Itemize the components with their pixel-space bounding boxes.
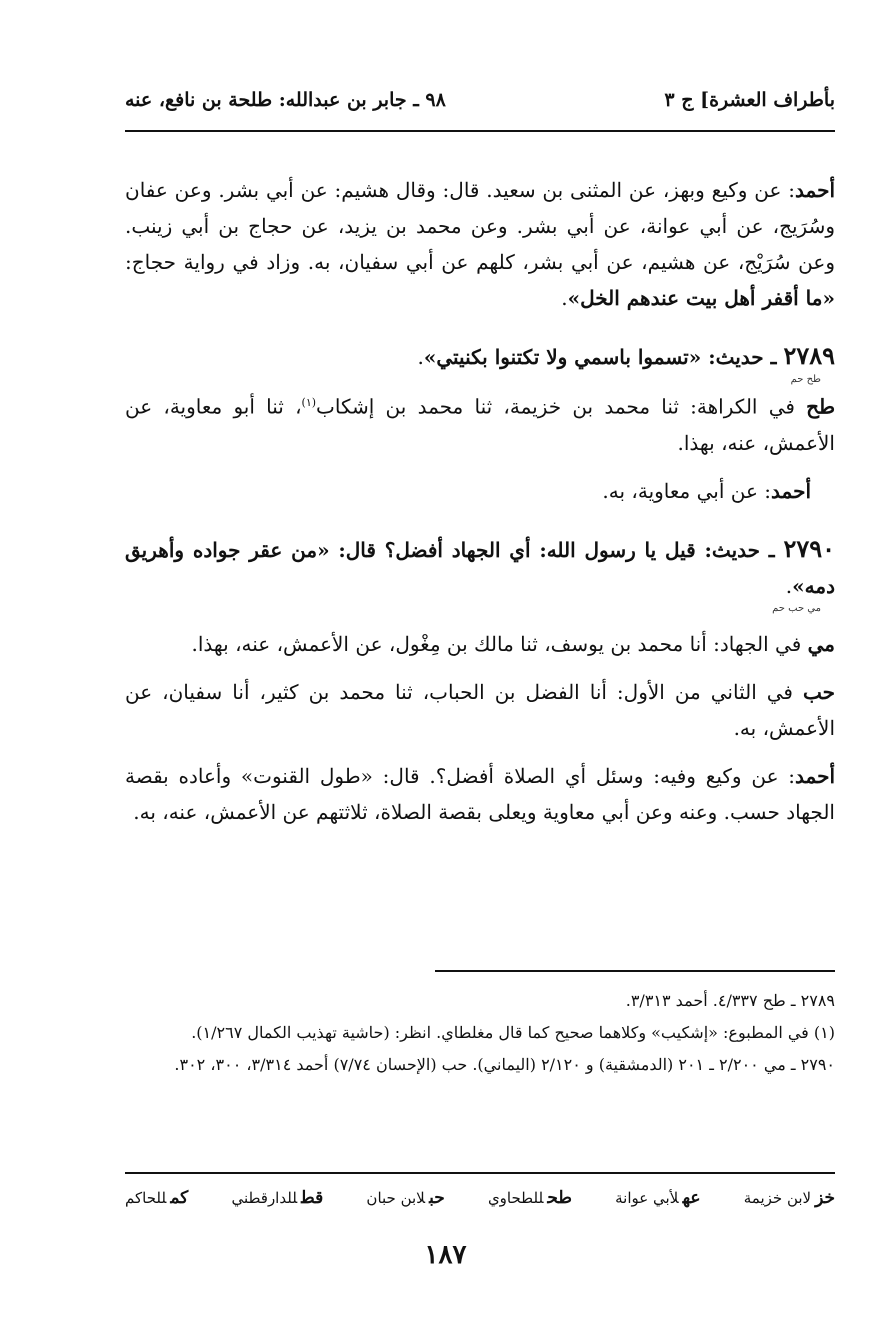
hadith-number: ٢٧٨٩ (783, 341, 835, 370)
hadith-2790-darimi (125, 626, 835, 662)
running-header (125, 82, 835, 118)
hadith-2790-ahmad (125, 758, 835, 830)
source-label: مي (807, 631, 835, 656)
legend-abbr: طح (547, 1188, 572, 1208)
chain-text: في الجهاد: أنا محمد بن يوسف، ثنا مالك بن مِغْول، عن الأعمش، عنه، بهذا. (191, 631, 808, 656)
intro-end: . (561, 286, 568, 310)
source-label: أحمد (771, 478, 811, 503)
hadith-2790-ibn-hibban (125, 674, 835, 746)
legend-text: للطحاوي (487, 1189, 544, 1207)
chain-text: في الكراهة: ثنا محمد بن خزيمة، ثنا محمد بن إشكاب (316, 394, 807, 419)
legend-text: لأبي عوانة (615, 1189, 679, 1207)
source-label: أحمد (795, 178, 835, 202)
hadith-2789-tahawi (125, 385, 835, 461)
page-number: ١٨٧ (424, 1240, 467, 1270)
chain-text: : عن وكيع وفيه: وسئل أي الصلاة أفضل؟. قال: «طول القنوت» وأعاده بقصة الجهاد حسب. وعنه وعن أبي معاوية ويعلى بقصة الصلاة، ثلاثتهم عن الأعمش، عنه، به. (125, 763, 835, 824)
chain-text: ، ثنا أبو معاوية، عن الأعمش، عنه، بهذا. (125, 394, 835, 455)
intro-paragraph (125, 172, 835, 316)
hadith-text: قيل يا رسول الله: أي الجهاد أفضل؟ قال: «من عقر جواده وأهريق دمه» (125, 537, 835, 598)
header-volume: بأطراف العشرة] ج ٣ (664, 89, 835, 111)
legend-abbr: خز (815, 1188, 835, 1208)
footnote-rule (435, 970, 835, 972)
legend-abbr: قط (301, 1188, 324, 1208)
hadith-2789-heading (125, 338, 835, 385)
legend-text: للدارقطني (231, 1189, 298, 1207)
hadith-label: ـ حديث: (695, 537, 784, 562)
footnotes (125, 985, 835, 1081)
footnote-ref: (١) (301, 396, 317, 409)
legend-text: للحاكم (125, 1189, 167, 1207)
intro-quote: «ما أقفر أهل بيت عندهم الخل» (567, 286, 835, 310)
hadith-end: . (785, 573, 793, 598)
legend-item (488, 1188, 572, 1208)
legend-item (366, 1188, 444, 1208)
legend-item (744, 1188, 835, 1208)
legend-text: لابن حبان (366, 1189, 426, 1207)
footnote-2789: ٢٧٨٩ ـ طح ٤/٣٣٧. أحمد ٣/٣١٣. (625, 991, 835, 1010)
source-label: حب (802, 679, 835, 704)
hadith-text: «تسموا باسمي ولا تكتنوا بكنيتي» (423, 345, 702, 369)
legend-abbr: حب (429, 1188, 445, 1208)
hadith-label: ـ حديث: (701, 345, 784, 369)
legend-item (231, 1188, 323, 1208)
legend-abbr: عه (682, 1188, 701, 1208)
hadith-number: ٢٧٩٠ (783, 533, 835, 563)
legend-item (125, 1188, 188, 1208)
source-label: طح (806, 394, 835, 419)
source-tags: مي حب حم (772, 602, 821, 614)
footnote-2790: ٢٧٩٠ ـ مي ٢/٢٠٠ ـ ٢٠١ (الدمشقية) و ٢/١٢٠ (اليماني). حب (الإحسان ٧/٧٤) أحمد ٣/٣١٤، ٣٠٠، ٣٠٢. (174, 1055, 835, 1074)
header-rule (125, 130, 835, 132)
footnote-1: (١) في المطبوع: «إشكيب» وكلاهما صحيح كما قال مغلطاي. انظر: (حاشية تهذيب الكمال ١/٢٦٧). (191, 1023, 835, 1042)
main-text (125, 172, 835, 842)
abbreviation-legend (125, 1188, 835, 1208)
intro-text: : عن وكيع وبهز، عن المثنى بن سعيد. قال: وقال هشيم: عن أبي بشر. وعن عفان وسُرَيج، عن أبي عوانة، عن أبي بشر. وعن محمد بن يزيد، عن حجاج بن أبي زينب. وعن سُرَيْج، عن هشيم، عن أبي بشر، كلهم عن أبي سفيان، به. وزاد في رواية حجاج: (125, 178, 835, 274)
hadith-2790-heading (125, 531, 835, 614)
source-tags: طح حم (790, 374, 821, 385)
legend-rule (125, 1172, 835, 1174)
chain-text: في الثاني من الأول: أنا الفضل بن الحباب، ثنا محمد بن كثير، أنا سفيان، عن الأعمش، به. (125, 679, 835, 740)
hadith-2789-ahmad (125, 473, 811, 509)
legend-abbr: كم (170, 1188, 189, 1208)
hadith-end: . (417, 345, 424, 369)
source-label: أحمد (795, 763, 835, 788)
header-chapter: ٩٨ ـ جابر بن عبدالله: طلحة بن نافع، عنه (125, 89, 446, 111)
chain-text: : عن أبي معاوية، به. (602, 478, 772, 503)
legend-item (615, 1188, 700, 1208)
legend-text: لابن خزيمة (743, 1189, 812, 1207)
